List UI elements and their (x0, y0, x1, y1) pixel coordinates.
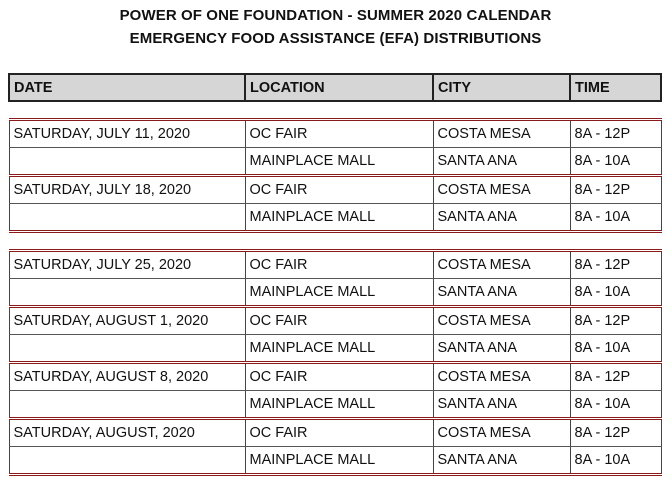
cell-location: MAINPLACE MALL (245, 148, 433, 176)
cell-time: 8A - 12P (570, 176, 661, 204)
table-row (9, 307, 661, 335)
cell-date: SATURDAY, AUGUST 1, 2020 (9, 307, 245, 335)
cell-location: OC FAIR (245, 307, 433, 335)
table-row (9, 447, 661, 475)
table-row (9, 419, 661, 447)
cell-date (9, 447, 245, 475)
cell-city: COSTA MESA (433, 120, 570, 148)
cell-date (9, 391, 245, 419)
cell-date: SATURDAY, AUGUST 8, 2020 (9, 363, 245, 391)
column-header-time: TIME (570, 74, 661, 101)
cell-time: 8A - 12P (570, 251, 661, 279)
spacer-row (9, 101, 661, 120)
cell-date (9, 148, 245, 176)
document-subtitle: EMERGENCY FOOD ASSISTANCE (EFA) DISTRIBUTIONS (129, 30, 542, 47)
cell-date (9, 204, 245, 232)
cell-location: OC FAIR (245, 251, 433, 279)
cell-time: 8A - 10A (570, 447, 661, 475)
cell-location: MAINPLACE MALL (245, 391, 433, 419)
cell-city: SANTA ANA (433, 204, 570, 232)
table-row (9, 335, 661, 363)
column-header-location: LOCATION (245, 74, 433, 101)
cell-city: COSTA MESA (433, 307, 570, 335)
cell-location: MAINPLACE MALL (245, 279, 433, 307)
cell-time: 8A - 12P (570, 307, 661, 335)
distribution-schedule-table (8, 73, 662, 476)
cell-time: 8A - 12P (570, 419, 661, 447)
cell-date (9, 335, 245, 363)
cell-time: 8A - 10A (570, 335, 661, 363)
cell-location: MAINPLACE MALL (245, 204, 433, 232)
cell-time: 8A - 10A (570, 391, 661, 419)
cell-date: SATURDAY, AUGUST, 2020 (9, 419, 245, 447)
cell-city: SANTA ANA (433, 335, 570, 363)
table-row (9, 176, 661, 204)
cell-time: 8A - 12P (570, 363, 661, 391)
cell-location: OC FAIR (245, 419, 433, 447)
table-row (9, 363, 661, 391)
cell-city: SANTA ANA (433, 279, 570, 307)
table-row (9, 120, 661, 148)
cell-city: SANTA ANA (433, 148, 570, 176)
cell-location: MAINPLACE MALL (245, 447, 433, 475)
cell-date: SATURDAY, JULY 25, 2020 (9, 251, 245, 279)
cell-city: COSTA MESA (433, 419, 570, 447)
column-header-city: CITY (433, 74, 570, 101)
column-header-date: DATE (9, 74, 245, 101)
table-row (9, 279, 661, 307)
table-row (9, 204, 661, 232)
cell-date: SATURDAY, JULY 18, 2020 (9, 176, 245, 204)
cell-location: OC FAIR (245, 120, 433, 148)
cell-time: 8A - 10A (570, 279, 661, 307)
cell-date (9, 279, 245, 307)
table-header-row (9, 74, 661, 101)
cell-city: COSTA MESA (433, 251, 570, 279)
table-row (9, 251, 661, 279)
cell-date: SATURDAY, JULY 11, 2020 (9, 120, 245, 148)
cell-time: 8A - 12P (570, 120, 661, 148)
cell-location: MAINPLACE MALL (245, 335, 433, 363)
table-row (9, 148, 661, 176)
cell-city: COSTA MESA (433, 176, 570, 204)
document-title: POWER OF ONE FOUNDATION - SUMMER 2020 CALENDAR (119, 7, 552, 24)
cell-city: SANTA ANA (433, 391, 570, 419)
cell-location: OC FAIR (245, 176, 433, 204)
cell-time: 8A - 10A (570, 148, 661, 176)
cell-time: 8A - 10A (570, 204, 661, 232)
cell-city: SANTA ANA (433, 447, 570, 475)
spacer-row (9, 232, 661, 251)
cell-city: COSTA MESA (433, 363, 570, 391)
cell-location: OC FAIR (245, 363, 433, 391)
table-row (9, 391, 661, 419)
